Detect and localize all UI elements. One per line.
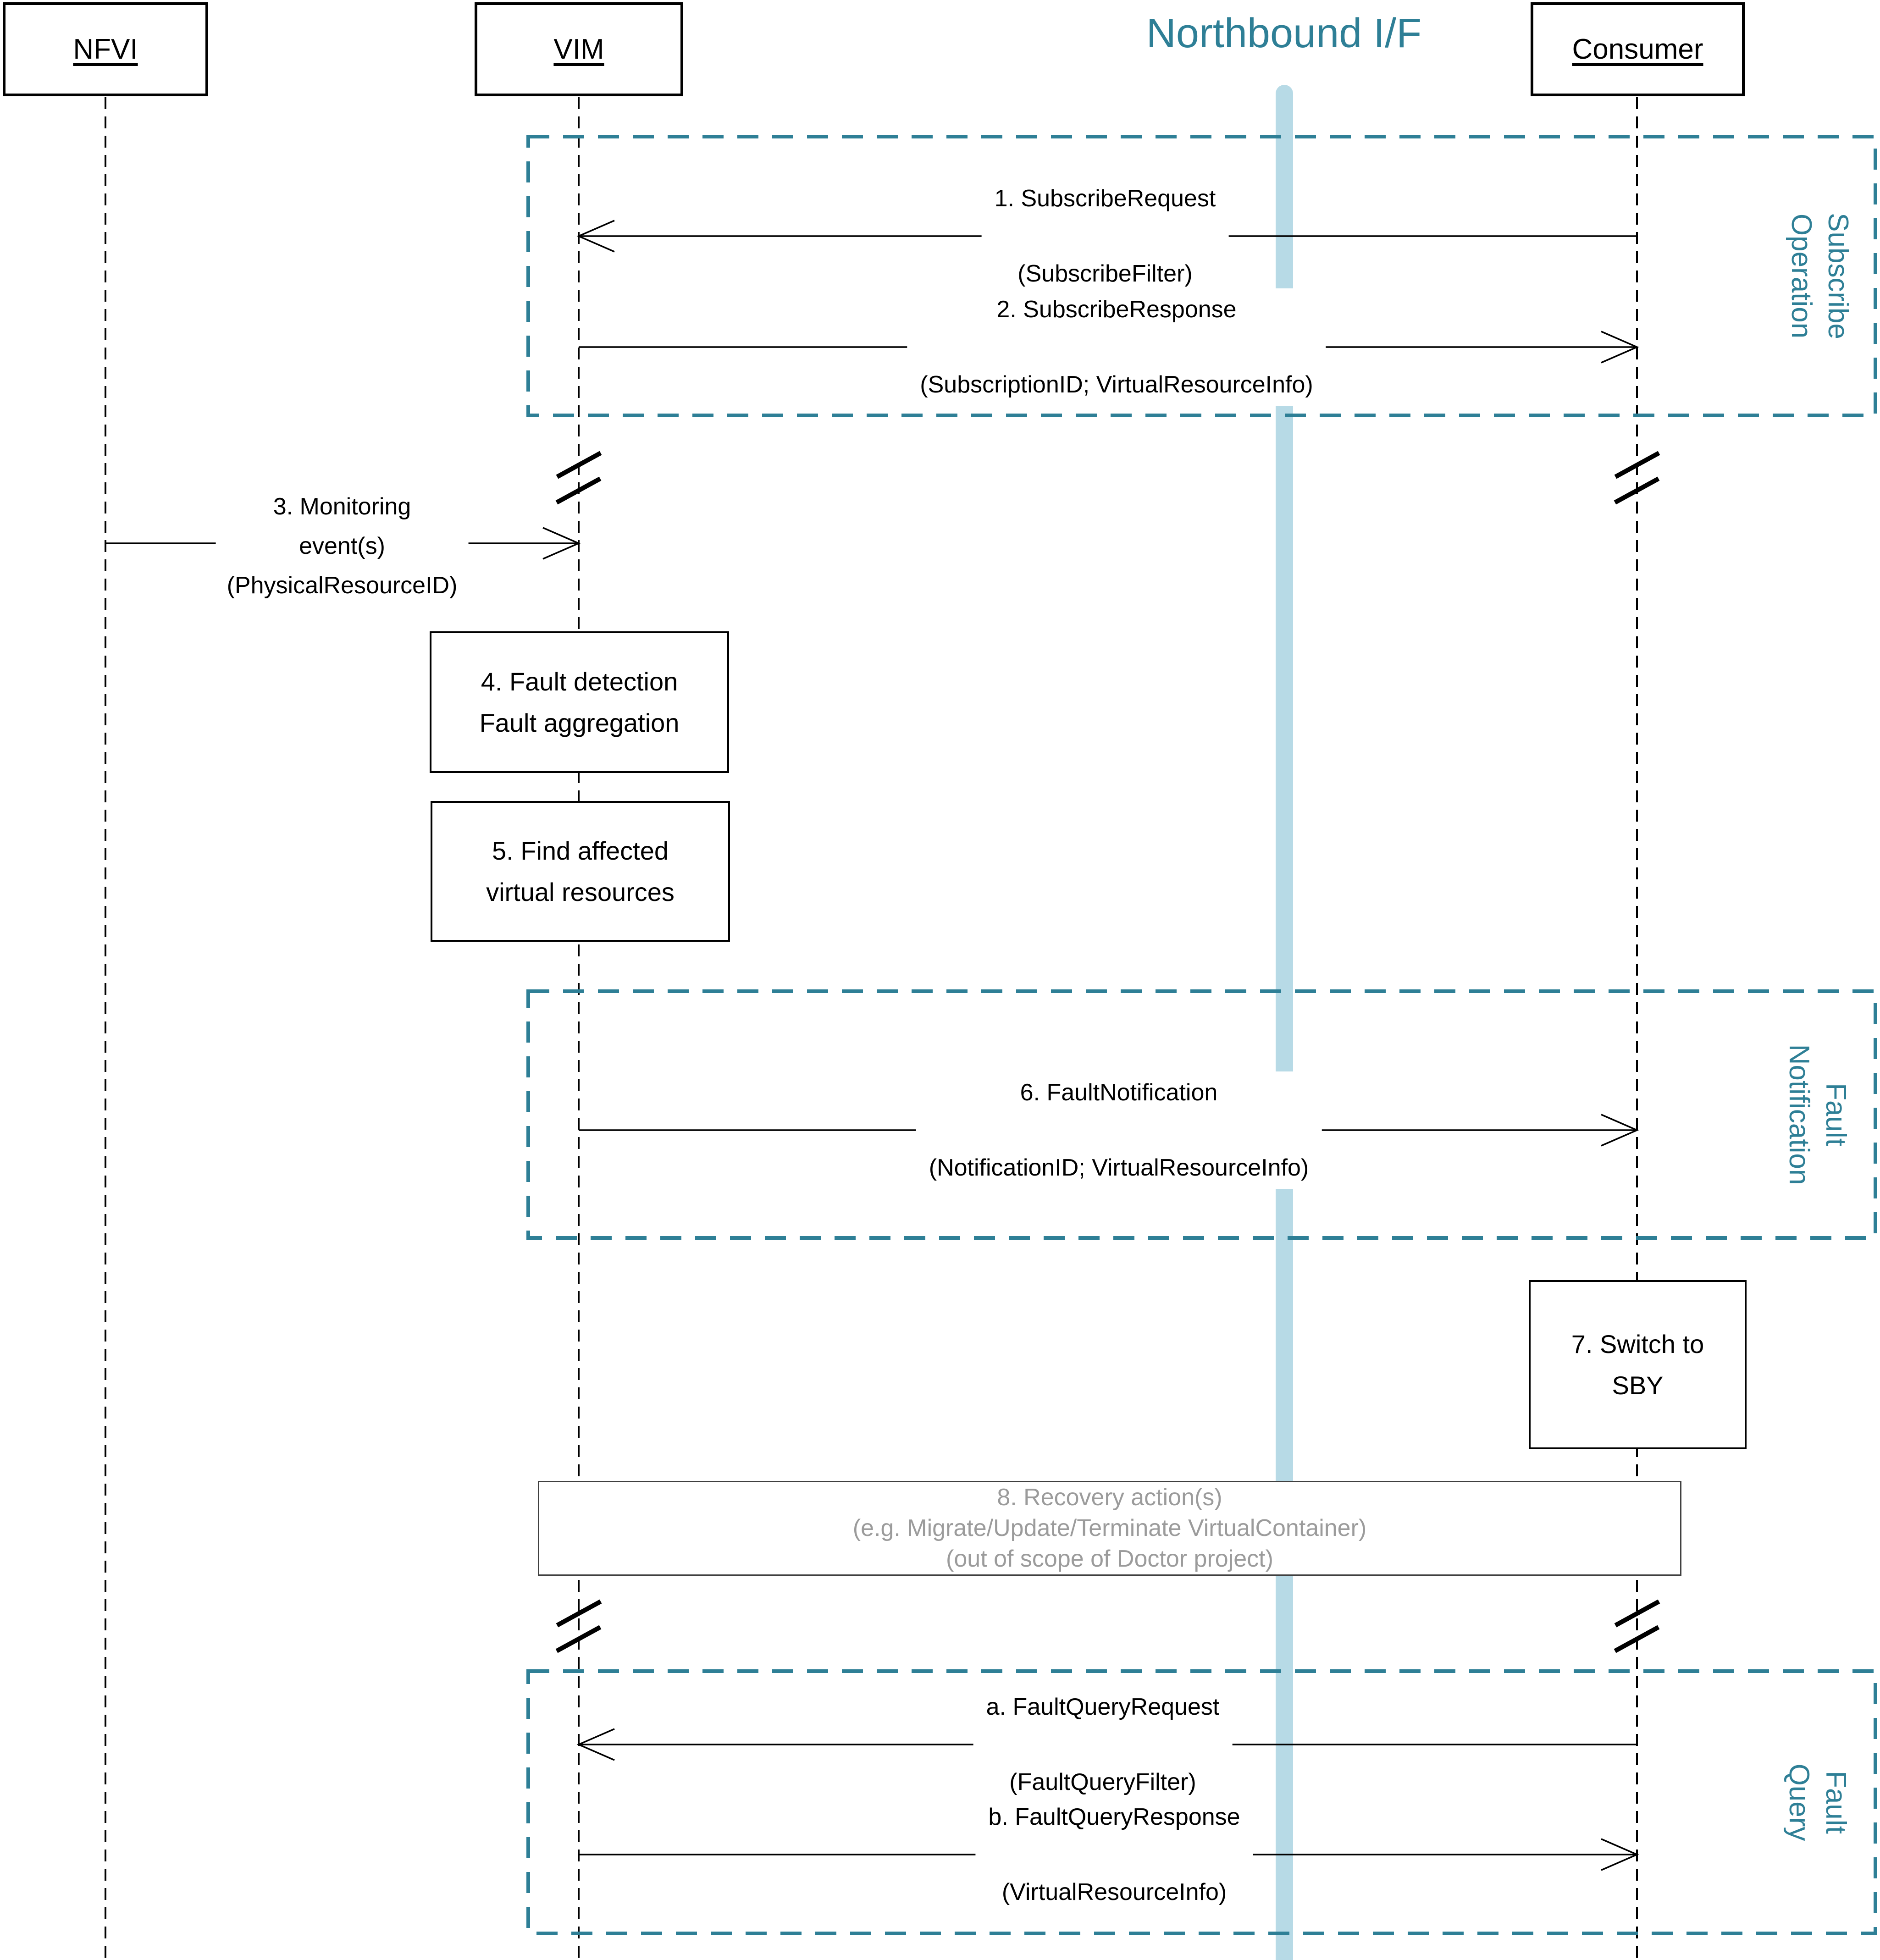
activity-find-affected-line1: 5. Find affected bbox=[492, 836, 669, 865]
message-label-monitoring-events-line2: event(s) bbox=[299, 533, 385, 559]
actor-box-nfvi bbox=[3, 2, 208, 96]
activity-box-fault-detection bbox=[430, 631, 729, 773]
message-label-subscribe-response-line2: (SubscriptionID; VirtualResourceInfo) bbox=[920, 371, 1313, 398]
message-label-monitoring-events bbox=[216, 487, 469, 605]
message-label-subscribe-request-line2: (SubscribeFilter) bbox=[1017, 260, 1193, 287]
lifeline-break-consumer-top bbox=[1615, 453, 1659, 502]
actor-label-nfvi: NFVI bbox=[73, 33, 138, 65]
message-label-fault-query-request bbox=[973, 1686, 1233, 1803]
message-label-subscribe-response bbox=[907, 288, 1326, 406]
actor-box-consumer bbox=[1531, 2, 1745, 96]
activity-recovery-line1: 8. Recovery action(s) bbox=[997, 1484, 1222, 1511]
actor-box-vim bbox=[475, 2, 683, 96]
message-label-fault-query-request-line1: a. FaultQueryRequest bbox=[986, 1694, 1220, 1720]
activity-switch-to-sby-line1: 7. Switch to bbox=[1571, 1329, 1704, 1358]
group-label-fault-notification-line1: Fault bbox=[1820, 1083, 1852, 1146]
activity-recovery-line2: (e.g. Migrate/Update/Terminate VirtualContainer) bbox=[852, 1515, 1367, 1541]
group-label-fault-notification bbox=[1776, 954, 1854, 1275]
activity-find-affected-line2: virtual resources bbox=[486, 877, 675, 906]
actor-label-vim: VIM bbox=[553, 33, 604, 65]
actor-label-consumer: Consumer bbox=[1572, 33, 1703, 65]
group-label-fault-query bbox=[1776, 1642, 1854, 1960]
activity-fault-detection-line2: Fault aggregation bbox=[479, 708, 680, 737]
message-label-fault-notification bbox=[916, 1071, 1322, 1189]
message-label-fault-query-response bbox=[975, 1796, 1253, 1913]
activity-fault-detection-line1: 4. Fault detection bbox=[481, 667, 678, 696]
group-label-subscribe-operation-line2: Operation bbox=[1786, 213, 1817, 339]
activity-recovery-line3: (out of scope of Doctor project) bbox=[946, 1546, 1273, 1572]
message-label-fault-notification-line2: (NotificationID; VirtualResourceInfo) bbox=[929, 1154, 1309, 1181]
lifeline-break-vim-top bbox=[557, 453, 601, 502]
activity-box-switch-to-sby bbox=[1529, 1280, 1747, 1449]
message-label-fault-query-response-line1: b. FaultQueryResponse bbox=[988, 1804, 1240, 1830]
group-label-subscribe-operation-line1: Subscribe bbox=[1822, 213, 1854, 339]
message-label-monitoring-events-line3: (PhysicalResourceID) bbox=[227, 572, 458, 599]
message-label-monitoring-events-line1: 3. Monitoring bbox=[273, 493, 411, 520]
group-label-fault-query-line1: Fault bbox=[1820, 1771, 1852, 1834]
group-label-fault-query-line2: Query bbox=[1783, 1763, 1815, 1841]
group-label-subscribe-operation bbox=[1778, 116, 1856, 436]
activity-box-recovery-actions bbox=[538, 1481, 1681, 1576]
message-label-subscribe-response-line1: 2. SubscribeResponse bbox=[996, 296, 1237, 323]
message-label-fault-query-response-line2: (VirtualResourceInfo) bbox=[1001, 1879, 1227, 1905]
message-label-fault-notification-line1: 6. FaultNotification bbox=[1020, 1079, 1218, 1106]
message-label-fault-query-request-line2: (FaultQueryFilter) bbox=[1009, 1769, 1196, 1795]
message-label-subscribe-request-line1: 1. SubscribeRequest bbox=[994, 185, 1216, 212]
northbound-interface-title: Northbound I/F bbox=[1146, 11, 1422, 56]
activity-box-find-affected bbox=[431, 801, 730, 942]
group-label-fault-notification-line2: Notification bbox=[1783, 1044, 1815, 1185]
activity-switch-to-sby-line2: SBY bbox=[1612, 1370, 1664, 1400]
message-label-subscribe-request bbox=[982, 177, 1229, 295]
